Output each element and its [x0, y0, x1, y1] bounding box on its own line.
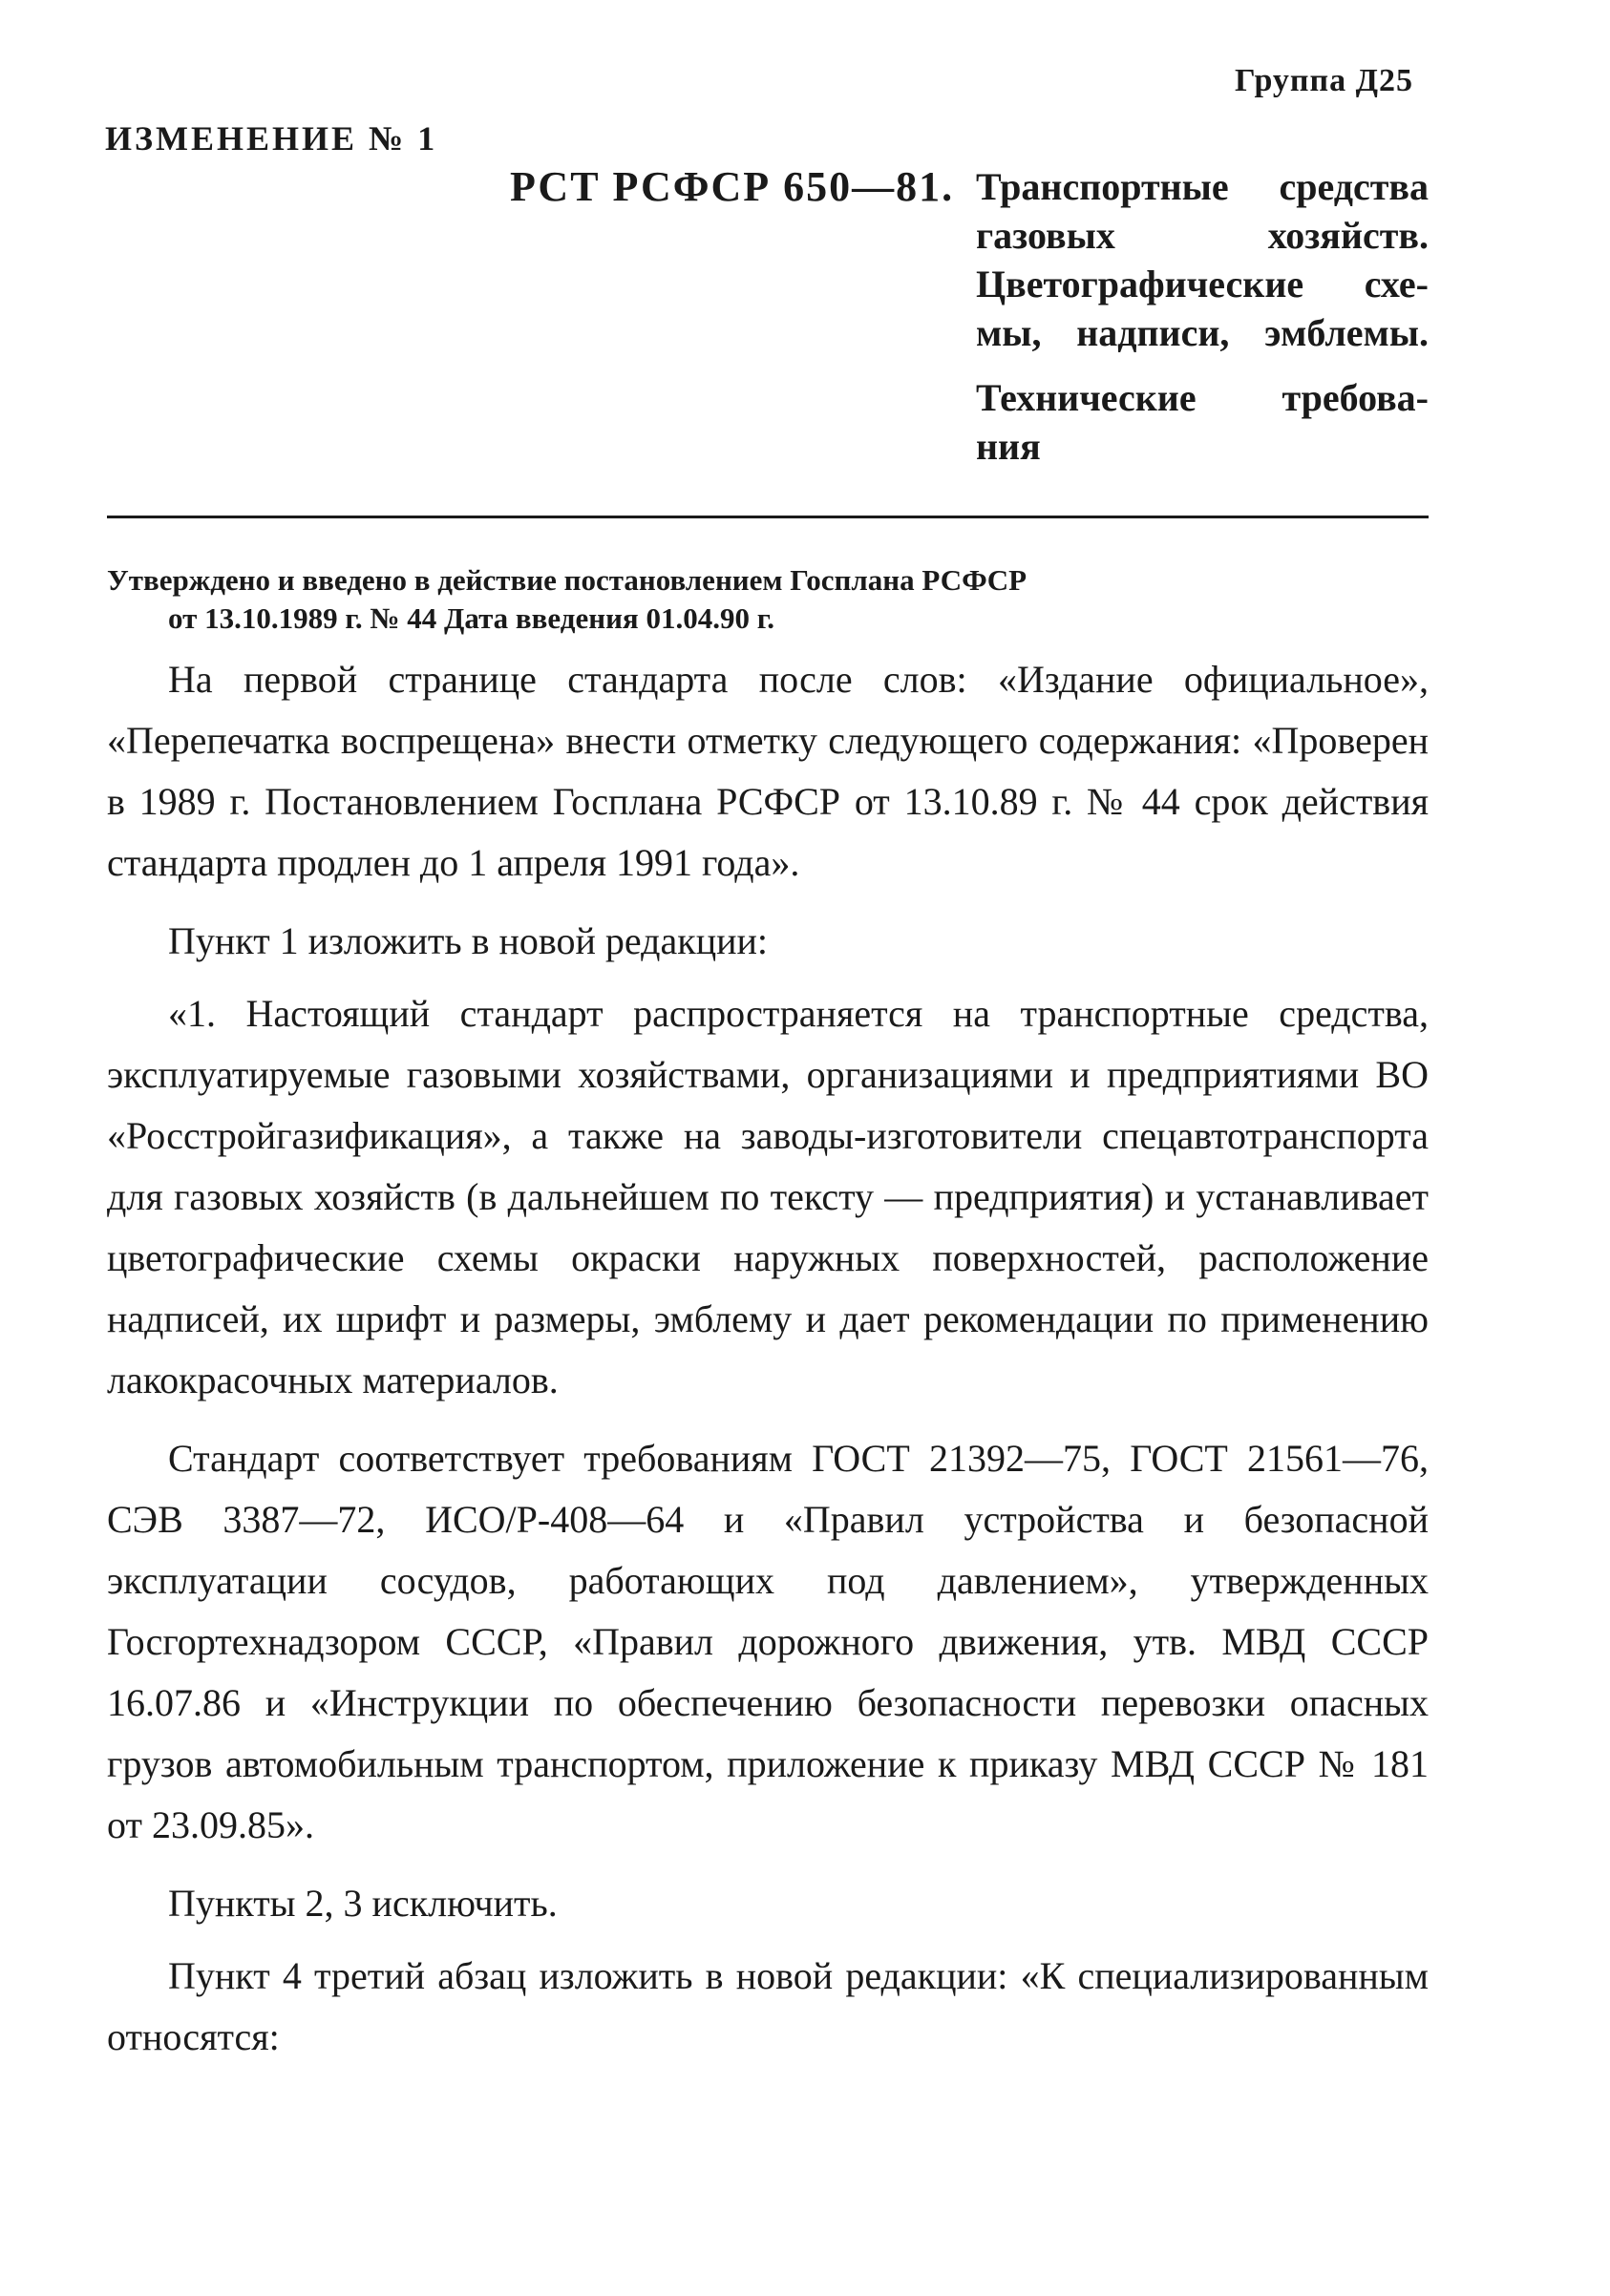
- standard-title-line: Технические требова-: [976, 376, 1429, 419]
- body-paragraph: «1. Настоящий стандарт распространяется на транспортные средства, эксплуатируемые газовыми хозяйствами, организациями и предприятиями ВО «Росстройгазификация», а также на заводы-изготовители спецавтотранспорта для газовых хозяйств (в дальнейшем по тексту — предприятия) и устанавливает цветографические схемы окраски наружных поверхностей, расположение надписей, их шрифт и размеры, эмблему и дает рекомендации по применению лакокрасочных материалов.: [107, 992, 1429, 1401]
- standard-title-line: газовых хозяйств.: [976, 214, 1429, 257]
- header-divider: [107, 516, 1429, 518]
- document-body: [107, 649, 1429, 2085]
- body-paragraph: На первой странице стандарта после слов: «Издание официальное», «Перепечатка воспрещена» внести отметку следующего содержания: «Проверен в 1989 г. Постановлением Госплана РСФСР от 13.10.89 г. № 44 срок действия стандарта продлен до 1 апреля 1991 года».: [107, 658, 1429, 884]
- standard-title-line: Транспортные средства: [976, 165, 1429, 208]
- standard-title-line: мы, надписи, эмблемы.: [976, 311, 1429, 354]
- standard-title-line: Цветографические схе-: [976, 263, 1429, 305]
- change-title: ИЗМЕНЕНИЕ № 1: [105, 119, 438, 158]
- title-spacer: [976, 357, 1429, 373]
- body-paragraph: Пункт 4 третий абзац изложить в новой редакции: «К специализированным относятся:: [107, 1954, 1429, 2058]
- body-paragraph: Пункты 2, 3 исключить.: [168, 1882, 558, 1925]
- standard-title: [976, 162, 1429, 471]
- approval-line: Утверждено и введено в действие постановлением Госплана РСФСР: [107, 563, 1027, 597]
- approval-line: от 13.10.1989 г. № 44 Дата введения 01.04.90 г.: [168, 601, 775, 635]
- standard-code: РСТ РСФСР 650—81.: [510, 163, 955, 210]
- approval-note: [107, 561, 1429, 638]
- body-paragraph: Пункт 1 изложить в новой редакции:: [168, 919, 769, 962]
- body-paragraph: Стандарт соответствует требованиям ГОСТ 21392—75, ГОСТ 21561—76, СЭВ 3387—72, ИСО/Р-408—64 и «Правил устройства и безопасной эксплуатации сосудов, работающих под давлением», утвержденных Госгортехнадзором СССР, «Правил дорожного движения, утв. МВД СССР 16.07.86 и «Инструкции по обеспечению безопасности перевозки опасных грузов автомобильным транспортом, приложение к приказу МВД СССР № 181 от 23.09.85».: [107, 1437, 1429, 1846]
- group-label: Группа Д25: [1234, 63, 1413, 98]
- standard-title-line: ния: [976, 425, 1041, 468]
